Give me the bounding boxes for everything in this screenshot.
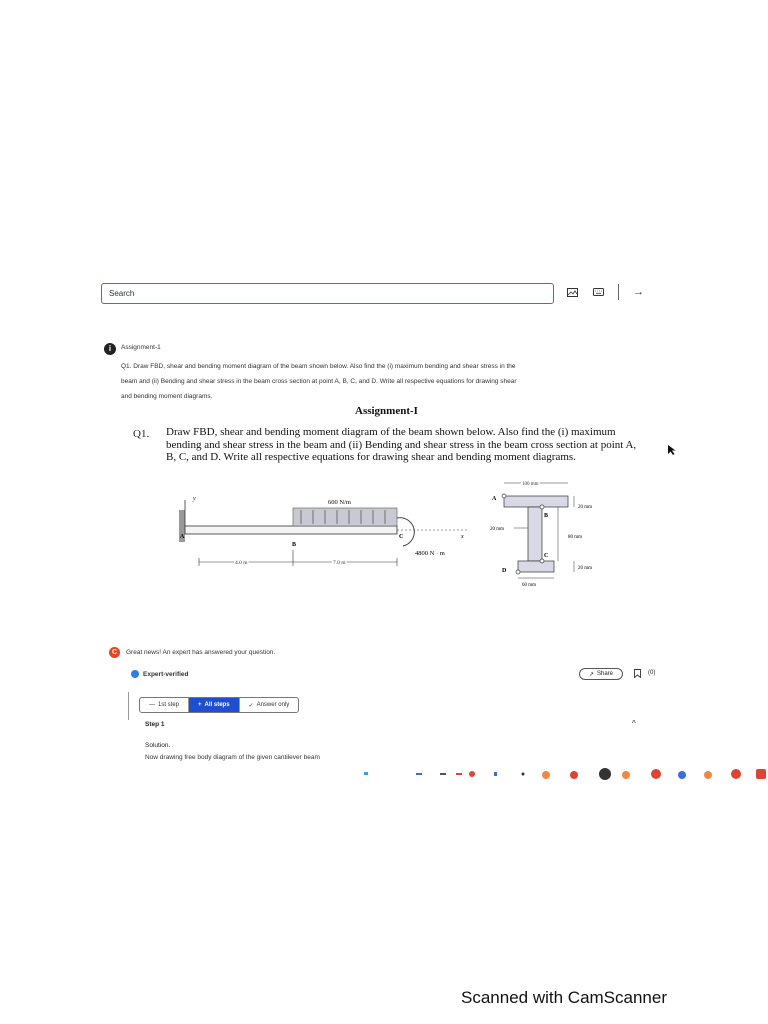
section-point-a: A [492,496,497,502]
bottom-flange-thk-label: 20 mm [578,566,593,571]
mouse-cursor-icon [667,444,677,456]
web-height-label: 80 mm [568,535,583,540]
bottom-width-label: 60 mm [522,583,537,588]
chevron-up-icon[interactable]: ^ [632,719,636,728]
section-point-c: C [544,553,549,559]
tab-answer-only-label: Answer only [256,702,290,708]
share-icon: ↗ [588,671,594,678]
load-label: 600 N/m [328,499,351,506]
steps-tabs [128,692,299,720]
minus-icon: — [149,702,155,708]
q1-number: Q1. [133,428,150,440]
dim-2-label: 7.0 m [333,560,346,566]
question-text: Q1. Draw FBD, shear and bending moment diagram of the beam shown below. Also find the (i) maximum bending and shear stress in the beam and (ii) Bending and shear stress in the beam cross section at point A, B, C, and D. Write all respective equations for drawing shear and bending moment diagrams. [121,363,517,400]
web [528,507,542,561]
bottom-flange [518,561,554,572]
bookmark-icon[interactable] [634,669,641,678]
expert-answered-text: Great news! An expert has answered your question. [126,649,276,656]
tab-all-steps[interactable] [188,698,239,712]
beam-point-c: C [399,534,404,540]
beam-diagram [175,488,475,578]
beam-body [185,526,397,534]
plus-icon: + [198,702,202,708]
question-badge-icon: i [104,343,116,355]
web-thk-label: 20 mm [490,527,505,532]
question-label: Assignment-1 [121,344,161,351]
bookmark-count: (0) [648,670,656,676]
section-point-d: D [502,568,507,574]
distributed-load-block [293,508,397,526]
toolbar [566,284,644,300]
camscanner-watermark: Scanned with CamScanner [461,988,668,1007]
expert-answered-note [109,647,275,658]
section-point-b: B [544,513,549,519]
x-axis-label: x [461,534,464,540]
tab-answer-only[interactable] [239,698,299,712]
share-label: Share [597,671,614,677]
keyboard-icon[interactable] [592,286,604,298]
moment-arc [397,518,414,546]
search-input[interactable]: Search [101,283,554,304]
top-flange-thk-label: 20 mm [578,505,593,510]
brand-c-icon: C [109,647,120,658]
solution-text: Now drawing free body diagram of the given cantilever beam [145,754,320,761]
toolbar-divider [618,284,619,300]
step-title: Step 1 [145,721,165,728]
tab-all-steps-label: All steps [204,702,230,708]
tab-first-step[interactable] [140,698,188,712]
beam-point-b: B [292,542,297,548]
top-flange [504,496,568,507]
q1-text: Draw FBD, shear and bending moment diagram of the beam shown below. Also find the (i) maximum bending and shear stress in the beam and (ii) Bending and shear stress in the beam cross section at point A, B, C, and D. Write all respective equations for drawing shear and bending moment diagrams. [166,426,637,463]
dim-1-label: 4.0 m [235,560,248,566]
steps-tab-group [139,697,299,713]
check-icon: ✓ [248,702,254,709]
taskbar-icons-strip [360,766,768,780]
share-button[interactable] [579,668,623,680]
assignment-title: Assignment-I [355,405,418,417]
tab-first-step-label: 1st step [158,702,180,708]
top-width-label: 100 mm [522,482,539,487]
arrow-right-icon[interactable]: → [633,286,644,298]
moment-label: 4800 N · m [415,550,445,557]
expert-verified [131,670,189,678]
cross-section-diagram [486,478,626,594]
y-axis-label: y [193,496,196,502]
beam-point-a: A [180,534,185,540]
steps-divider [128,692,129,720]
solution-label: Solution. [145,742,171,749]
image-icon[interactable] [566,286,578,298]
expert-verified-label: Expert-verified [143,670,189,678]
verified-check-icon [131,670,139,678]
